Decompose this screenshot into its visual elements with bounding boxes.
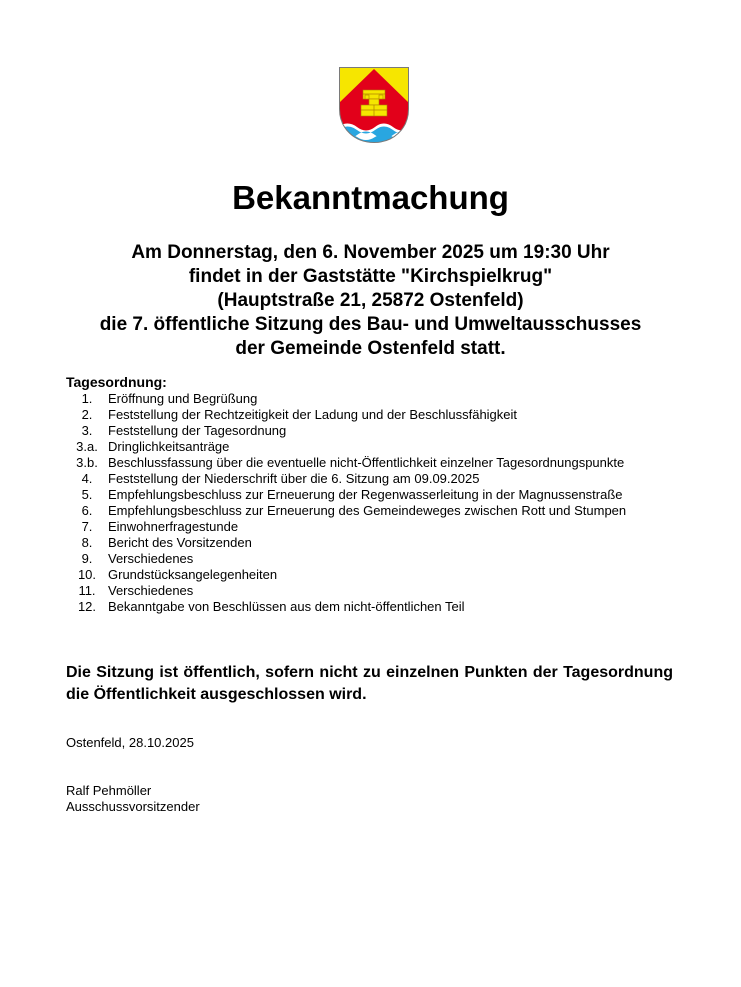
agenda-item-number: 2. [81, 407, 93, 422]
agenda-item [66, 407, 706, 423]
agenda-item-number: 12. [77, 599, 97, 614]
agenda-item-text: Feststellung der Niederschrift über die 6. Sitzung am 09.09.2025 [108, 471, 480, 486]
agenda-item-number: 7. [81, 519, 93, 534]
agenda-item-text: Beschlussfassung über die eventuelle nicht-Öffentlichkeit einzelner Tagesordnungspunkte [108, 455, 625, 470]
agenda-heading: Tagesordnung: [66, 374, 167, 390]
agenda-item [66, 567, 706, 583]
agenda-item-text: Empfehlungsbeschluss zur Erneuerung des Gemeindeweges zwischen Rott und Stumpen [108, 503, 627, 518]
agenda-item-number: 6. [81, 503, 93, 518]
agenda-item-number: 3.b. [76, 455, 98, 470]
agenda-item-number: 4. [81, 471, 93, 486]
agenda-item-number: 10. [77, 567, 97, 582]
agenda-item [66, 439, 706, 455]
agenda-list [66, 391, 706, 615]
agenda-item [66, 487, 706, 503]
agenda-item [66, 503, 706, 519]
intro-line: Am Donnerstag, den 6. November 2025 um 19:30 Uhr [131, 242, 610, 263]
signer-name: Ralf Pehmöller [66, 783, 152, 798]
agenda-item-number: 8. [81, 535, 93, 550]
agenda-item [66, 423, 706, 439]
agenda-item-text: Einwohnerfragestunde [108, 519, 239, 534]
agenda-item-text: Dringlichkeitsanträge [108, 439, 230, 454]
agenda-item [66, 455, 706, 471]
place-date: Ostenfeld, 28.10.2025 [66, 735, 194, 750]
agenda-item [66, 519, 706, 535]
agenda-item-text: Eröffnung und Begrüßung [108, 391, 258, 406]
agenda-item [66, 391, 706, 407]
agenda-item [66, 471, 706, 487]
agenda-item-number: 5. [81, 487, 93, 502]
agenda-item-text: Verschiedenes [108, 583, 194, 598]
agenda-item [66, 535, 706, 551]
public-session-notice: Die Sitzung ist öffentlich, sofern nicht zu einzelnen Punkten der Tagesordnung die Öffentlichkeit ausgeschlossen wird. [66, 664, 673, 703]
agenda-item-text: Bericht des Vorsitzenden [108, 535, 252, 550]
agenda-item-text: Empfehlungsbeschluss zur Erneuerung der Regenwasserleitung in der Magnussenstraße [108, 487, 623, 502]
signature-block [66, 783, 200, 815]
agenda-item-number: 9. [81, 551, 93, 566]
agenda-item-text: Grundstücksangelegenheiten [108, 567, 278, 582]
agenda-item-number: 11. [78, 583, 96, 598]
agenda-item [66, 599, 706, 615]
agenda-item-number: 1. [81, 391, 93, 406]
agenda-item-text: Feststellung der Rechtzeitigkeit der Ladung und der Beschlussfähigkeit [108, 407, 518, 422]
signer-role: Ausschussvorsitzender [66, 799, 200, 814]
intro-line: der Gemeinde Ostenfeld statt. [235, 338, 506, 359]
agenda-item-text: Feststellung der Tagesordnung [108, 423, 287, 438]
agenda-item-number: 3.a. [76, 439, 98, 454]
page-title: Bekanntmachung [232, 179, 509, 216]
crest-icon [339, 67, 409, 143]
intro-line: die 7. öffentliche Sitzung des Bau- und Umweltausschusses [99, 314, 642, 335]
agenda-item-text: Bekanntgabe von Beschlüssen aus dem nicht-öffentlichen Teil [108, 599, 465, 614]
intro-line: findet in der Gaststätte "Kirchspielkrug" [188, 266, 553, 287]
intro-line: (Hauptstraße 21, 25872 Ostenfeld) [217, 290, 524, 311]
agenda-item [66, 583, 706, 599]
agenda-item-text: Verschiedenes [108, 551, 194, 566]
announcement-intro [0, 241, 741, 361]
agenda-item [66, 551, 706, 567]
agenda-item-number: 3. [81, 423, 93, 438]
